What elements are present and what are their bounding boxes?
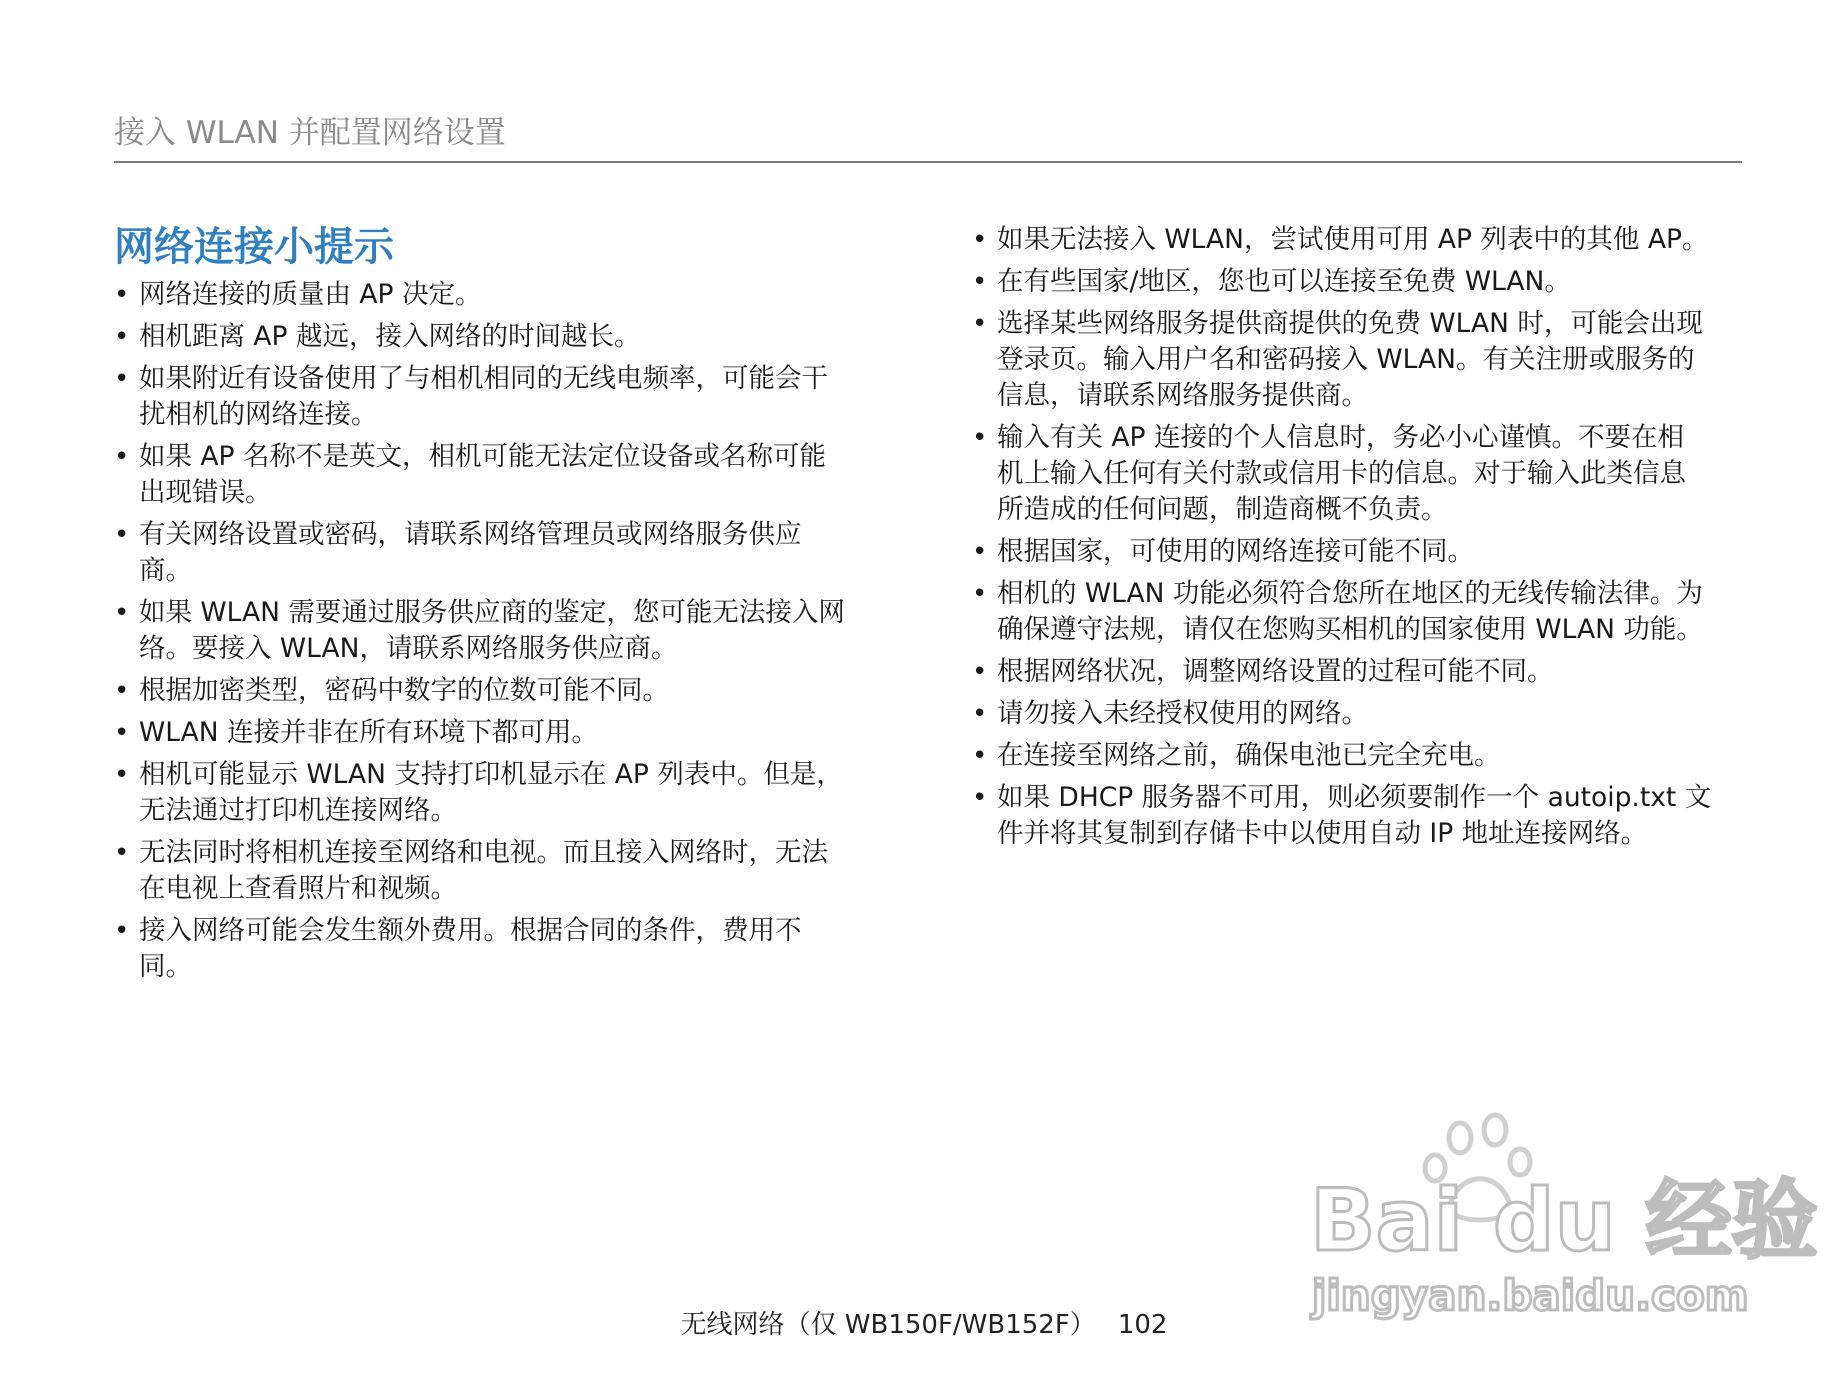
baidu-paw-logo-icon — [1310, 1110, 1818, 1340]
watermark-url: jingyan.baidu.com — [1312, 1271, 1749, 1320]
tip-item — [114, 673, 894, 709]
tip-line: 无法同时将相机连接至网络和电视。而且接入网络时，无法 — [139, 837, 828, 868]
tip-line: 请勿接入未经授权使用的网络。 — [997, 698, 1368, 729]
bullet-icon: • — [972, 423, 988, 453]
bullet-icon: • — [972, 225, 988, 255]
page-header — [114, 113, 1742, 163]
tip-item — [114, 595, 894, 667]
bullet-icon: • — [972, 783, 988, 813]
page-footer — [0, 1307, 1848, 1343]
tip-item — [114, 319, 894, 355]
bullet-icon: • — [972, 579, 988, 609]
tip-line: 如果无法接入 WLAN，尝试使用可用 AP 列表中的其他 AP。 — [997, 224, 1709, 255]
tip-line: 登录页。输入用户名和密码接入 WLAN。有关注册或服务的 — [997, 344, 1695, 375]
baidu-jingyan-watermark — [1310, 1110, 1818, 1340]
bullet-icon: • — [114, 598, 130, 628]
tips-list-left — [114, 277, 894, 991]
bullet-icon: • — [114, 364, 130, 394]
tip-line: 出现错误。 — [139, 477, 272, 508]
tip-line: 选择某些网络服务提供商提供的免费 WLAN 时，可能会出现 — [997, 308, 1703, 339]
footer-text: 无线网络（仅 WB150F/WB152F） — [680, 1310, 1096, 1340]
tip-item — [972, 738, 1752, 774]
tip-line: 在有些国家/地区，您也可以连接至免费 WLAN。 — [997, 266, 1571, 297]
bullet-icon: • — [972, 699, 988, 729]
bullet-icon: • — [972, 309, 988, 339]
tip-item — [114, 715, 894, 751]
tip-item — [114, 757, 894, 829]
tip-line: 根据国家，可使用的网络连接可能不同。 — [997, 536, 1474, 567]
page-number: 102 — [1117, 1310, 1168, 1340]
tip-item — [972, 306, 1752, 414]
tip-line: 接入网络可能会发生额外费用。根据合同的条件，费用不 — [139, 915, 802, 946]
tip-item — [114, 361, 894, 433]
tip-item — [972, 576, 1752, 648]
bullet-icon: • — [972, 657, 988, 687]
tip-line: 如果附近有设备使用了与相机相同的无线电频率，可能会干 — [139, 363, 828, 394]
tip-item — [972, 420, 1752, 528]
tip-line: 输入有关 AP 连接的个人信息时，务必小心谨慎。不要在相 — [997, 422, 1684, 453]
bullet-icon: • — [972, 741, 988, 771]
tip-line: 确保遵守法规，请仅在您购买相机的国家使用 WLAN 功能。 — [997, 614, 1703, 645]
header-title: 接入 WLAN 并配置网络设置 — [114, 115, 506, 151]
tip-item — [114, 835, 894, 907]
tip-line: 在连接至网络之前，确保电池已完全充电。 — [997, 740, 1501, 771]
tip-item — [114, 517, 894, 589]
tip-line: 件并将其复制到存储卡中以使用自动 IP 地址连接网络。 — [997, 818, 1648, 849]
bullet-icon: • — [114, 760, 130, 790]
bullet-icon: • — [972, 537, 988, 567]
tips-list-right — [972, 222, 1752, 858]
tip-line: 商。 — [139, 555, 192, 586]
tip-line: 在电视上查看照片和视频。 — [139, 873, 457, 904]
tip-line: 根据网络状况，调整网络设置的过程可能不同。 — [997, 656, 1554, 687]
tip-line: 络。要接入 WLAN，请联系网络服务供应商。 — [139, 633, 678, 664]
bullet-icon: • — [114, 838, 130, 868]
tip-line: 根据加密类型，密码中数字的位数可能不同。 — [139, 675, 669, 706]
tip-line: 相机的 WLAN 功能必须符合您所在地区的无线传输法律。为 — [997, 578, 1703, 609]
tip-line: 如果 AP 名称不是英文，相机可能无法定位设备或名称可能 — [139, 441, 826, 472]
tip-line: WLAN 连接并非在所有环境下都可用。 — [139, 717, 598, 748]
tip-item — [972, 654, 1752, 690]
bullet-icon: • — [114, 676, 130, 706]
tip-line: 有关网络设置或密码，请联系网络管理员或网络服务供应 — [139, 519, 802, 550]
tip-item — [114, 913, 894, 985]
tip-item — [114, 277, 894, 313]
tip-line: 网络连接的质量由 AP 决定。 — [139, 279, 482, 310]
tip-item — [972, 534, 1752, 570]
tip-line: 机上输入任何有关付款或信用卡的信息。对于输入此类信息 — [997, 458, 1686, 489]
tip-item — [114, 439, 894, 511]
bullet-icon: • — [972, 267, 988, 297]
tip-line: 如果 DHCP 服务器不可用，则必须要制作一个 autoip.txt 文 — [997, 782, 1712, 813]
tip-line: 信息，请联系网络服务提供商。 — [997, 380, 1368, 411]
tip-line: 所造成的任何问题，制造商概不负责。 — [997, 494, 1448, 525]
tip-item — [972, 222, 1752, 258]
tip-item — [972, 780, 1752, 852]
tip-line: 无法通过打印机连接网络。 — [139, 795, 457, 826]
bullet-icon: • — [114, 916, 130, 946]
bullet-icon: • — [114, 718, 130, 748]
tip-item — [972, 696, 1752, 732]
tip-item — [972, 264, 1752, 300]
tip-line: 扰相机的网络连接。 — [139, 399, 378, 430]
bullet-icon: • — [114, 442, 130, 472]
tip-line: 相机距离 AP 越远，接入网络的时间越长。 — [139, 321, 641, 352]
section-title: 网络连接小提示 — [114, 224, 394, 270]
bullet-icon: • — [114, 520, 130, 550]
tip-line: 相机可能显示 WLAN 支持打印机显示在 AP 列表中。但是， — [139, 759, 843, 790]
tip-line: 同。 — [139, 951, 192, 982]
watermark-brand: Bai du 经验 — [1310, 1171, 1818, 1271]
bullet-icon: • — [114, 322, 130, 352]
tip-line: 如果 WLAN 需要通过服务供应商的鉴定，您可能无法接入网 — [139, 597, 845, 628]
bullet-icon: • — [114, 280, 130, 310]
